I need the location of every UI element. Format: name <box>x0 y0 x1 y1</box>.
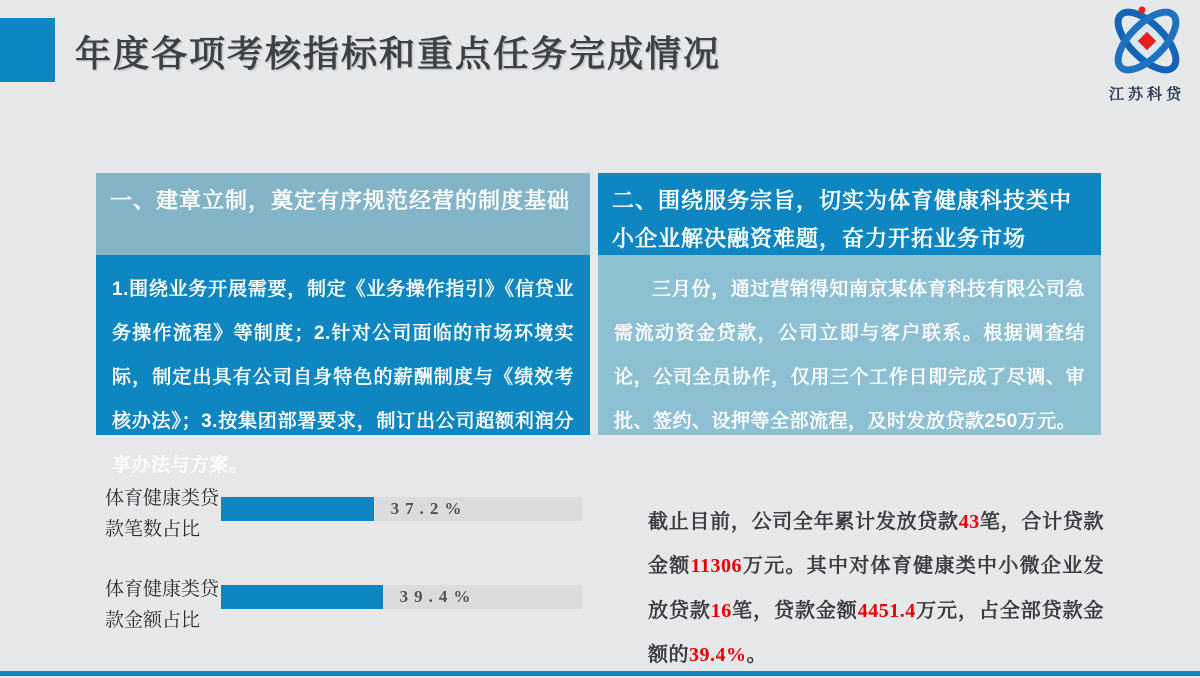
text-segment: 。 <box>746 644 767 667</box>
text-segment: 万元，占全部贷款金额的 <box>648 599 1105 667</box>
bar-1-label <box>105 483 235 545</box>
bar-2-value: 39.4% <box>399 587 477 606</box>
bar-1-fill <box>221 497 374 521</box>
text-segment: 笔，贷款金额 <box>731 599 858 622</box>
bar-2-fill <box>221 585 383 609</box>
section-2-box <box>598 173 1101 435</box>
text-segment: 截止目前，公司全年累计发放贷款 <box>648 511 959 533</box>
text-segment: 万元。其中对体育健康类中小微企业发放贷款 <box>648 555 1105 622</box>
highlighted-number: 16 <box>710 599 732 622</box>
highlighted-number: 4451.4 <box>857 599 916 622</box>
page-title: 年度各项考核指标和重点任务完成情况 <box>75 33 722 74</box>
bottom-accent-strip <box>0 671 1200 676</box>
section-1-title: 一、建章立制，奠定有序规范经营的制度基础 <box>96 173 590 255</box>
highlighted-number: 43 <box>958 511 980 533</box>
bar-2-track <box>221 585 582 609</box>
bar-2-label-line-2: 款金额占比 <box>105 610 201 631</box>
company-logo <box>1096 4 1198 104</box>
highlighted-number: 39.4% <box>689 644 747 667</box>
section-1-body: 1.围绕业务开展需要，制定《业务操作指引》《信贷业务操作流程》等制度；2.针对公司面临的市场环境实际，制定出具有公司自身特色的薪酬制度与《绩效考核办法》；3.按集团部署要求，制订出公司超额利润分享办法与方案。 <box>96 255 590 435</box>
atom-logo-icon <box>1097 67 1197 84</box>
text-segment: 笔，合计贷款金额 <box>648 511 1105 578</box>
bar-2-label <box>105 574 235 636</box>
bar-1-label-line-2: 款笔数占比 <box>105 519 201 540</box>
highlighted-number: 11306 <box>690 555 742 578</box>
bar-2-label-line-1: 体育健康类贷 <box>105 579 220 600</box>
bar-1-value: 37.2% <box>390 499 468 518</box>
title-accent-square <box>0 18 55 82</box>
section-2-title: 二、围绕服务宗旨，切实为体育健康科技类中小企业解决融资难题，奋力开拓业务市场 <box>598 173 1101 255</box>
bar-1-label-line-1: 体育健康类贷 <box>105 488 220 509</box>
section-1-box <box>96 173 590 477</box>
bar-1-track <box>221 497 582 521</box>
loan-summary-paragraph <box>648 500 1104 678</box>
logo-text: 江苏科贷 <box>1108 86 1185 103</box>
section-2-body: 三月份，通过营销得知南京某体育科技有限公司急需流动资金贷款，公司立即与客户联系。根据调查结论，公司全员协作，仅用三个工作日即完成了尽调、审批、签约、设押等全部流程，及时发放贷款250万元。 <box>598 255 1101 435</box>
